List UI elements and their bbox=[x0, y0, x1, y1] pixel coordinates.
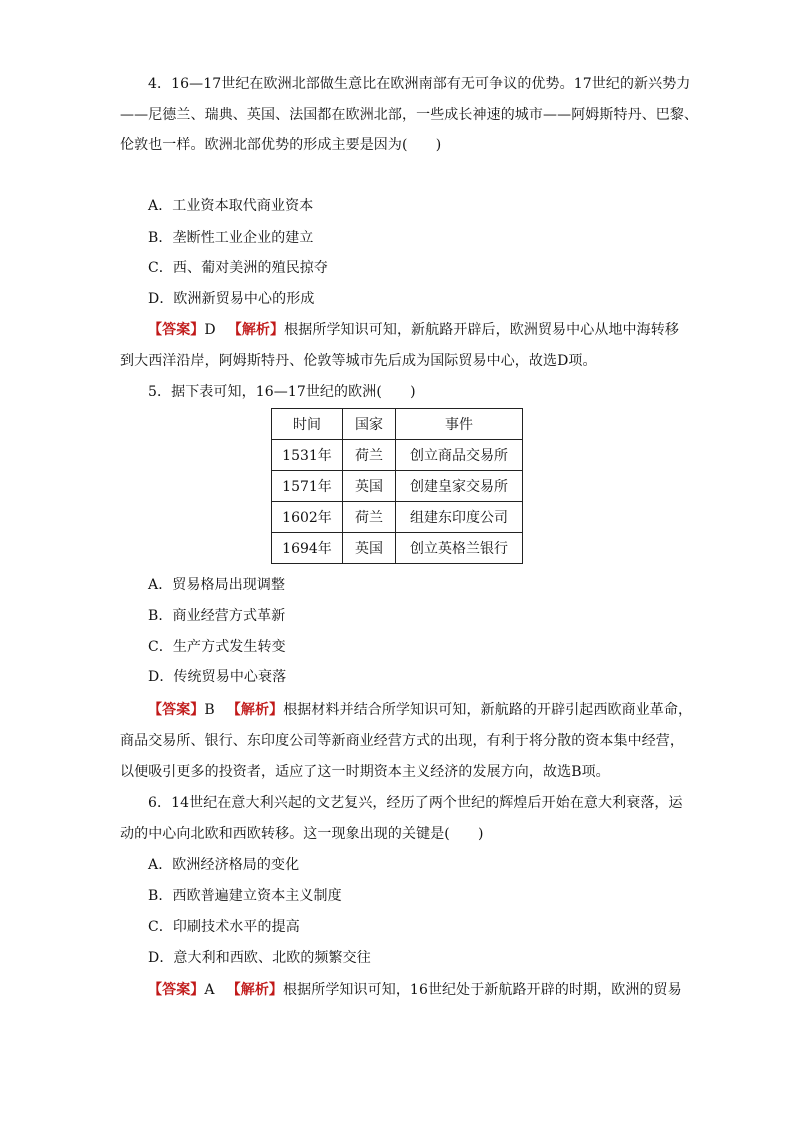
q4-answer-line bbox=[148, 320, 679, 340]
table-cell-event: 创建皇家交易所 bbox=[396, 471, 523, 502]
q5-explain-text-1: 根据材料并结合所学知识可知，新航路的开辟引起西欧商业革命， bbox=[283, 702, 693, 718]
events-table bbox=[271, 408, 523, 564]
q4-stem-line-2: ——尼德兰、瑞典、英国、法国都在欧洲北部，一些成长神速的城市——阿姆斯特丹、巴黎、 bbox=[120, 107, 699, 123]
q6-stem-line-2: 动的中心向北欧和西欧转移。这一现象出现的关键是( ) bbox=[120, 826, 484, 842]
q5-option-c: C．生产方式发生转变 bbox=[148, 639, 286, 655]
q5-answer-line bbox=[148, 700, 692, 720]
table-header-country: 国家 bbox=[343, 409, 396, 440]
table-cell-year: 1571年 bbox=[272, 471, 343, 502]
q6-option-b: B．西欧普遍建立资本主义制度 bbox=[148, 888, 342, 904]
q5-answer-tag: 【答案】 bbox=[148, 702, 205, 718]
table-row bbox=[272, 502, 523, 533]
table-cell-year: 1531年 bbox=[272, 440, 343, 471]
table-cell-event: 创立英格兰银行 bbox=[396, 533, 523, 564]
q4-explain-tag: 【解析】 bbox=[227, 322, 285, 338]
q4-answer-value: D bbox=[204, 322, 216, 338]
q4-explain-text-1: 根据所学知识可知，新航路开辟后，欧洲贸易中心从地中海转移 bbox=[284, 322, 679, 338]
q4-option-a: A．工业资本取代商业资本 bbox=[148, 198, 314, 214]
table-cell-event: 创立商品交易所 bbox=[396, 440, 523, 471]
q6-explain-tag: 【解析】 bbox=[226, 982, 284, 998]
q4-option-b: B．垄断性工业企业的建立 bbox=[148, 230, 314, 246]
q5-option-a: A．贸易格局出现调整 bbox=[148, 577, 286, 593]
table-cell-country: 英国 bbox=[343, 471, 396, 502]
q6-option-a: A．欧洲经济格局的变化 bbox=[148, 857, 300, 873]
q6-option-d: D．意大利和西欧、北欧的频繁交往 bbox=[148, 950, 371, 966]
q6-explain-text-1: 根据所学知识可知，16世纪处于新航路开辟的时期，欧洲的贸易 bbox=[283, 982, 682, 998]
table-cell-year: 1602年 bbox=[272, 502, 343, 533]
table-header-row bbox=[272, 409, 523, 440]
q5-answer-value: B bbox=[204, 702, 215, 718]
q5-stem-line-1: 5．据下表可知，16—17世纪的欧洲( ) bbox=[148, 384, 416, 400]
q4-option-c: C．西、葡对美洲的殖民掠夺 bbox=[148, 260, 329, 276]
q5-option-d: D．传统贸易中心衰落 bbox=[148, 669, 287, 685]
table-header-time: 时间 bbox=[272, 409, 343, 440]
q4-option-d: D．欧洲新贸易中心的形成 bbox=[148, 291, 315, 307]
q4-stem-line-1: 4．16—17世纪在欧洲北部做生意比在欧洲南部有无可争议的优势。17世纪的新兴势力 bbox=[148, 76, 691, 92]
table-cell-country: 荷兰 bbox=[343, 440, 396, 471]
q4-stem-line-3: 伦敦也一样。欧洲北部优势的形成主要是因为( ) bbox=[120, 137, 442, 153]
table-header-event: 事件 bbox=[396, 409, 523, 440]
table-cell-country: 荷兰 bbox=[343, 502, 396, 533]
q6-answer-value: A bbox=[204, 982, 215, 998]
table-cell-event: 组建东印度公司 bbox=[396, 502, 523, 533]
q5-explain-text-2: 商品交易所、银行、东印度公司等新商业经营方式的出现，有利于将分散的资本集中经营， bbox=[120, 733, 684, 749]
table-cell-country: 英国 bbox=[343, 533, 396, 564]
q6-answer-line bbox=[148, 980, 682, 1000]
q6-stem-line-1: 6．14世纪在意大利兴起的文艺复兴，经历了两个世纪的辉煌后开始在意大利衰落，运 bbox=[148, 795, 683, 811]
table-cell-year: 1694年 bbox=[272, 533, 343, 564]
q5-explain-tag: 【解析】 bbox=[226, 702, 284, 718]
q6-option-c: C．印刷技术水平的提高 bbox=[148, 919, 300, 935]
q4-answer-tag: 【答案】 bbox=[148, 322, 205, 338]
table-row bbox=[272, 471, 523, 502]
q5-explain-text-3: 以便吸引更多的投资者，适应了这一时期资本主义经济的发展方向，故选B项。 bbox=[120, 764, 610, 780]
q4-explain-text-2: 到大西洋沿岸，阿姆斯特丹、伦敦等城市先后成为国际贸易中心，故选D项。 bbox=[120, 353, 597, 369]
table-row bbox=[272, 440, 523, 471]
q6-answer-tag: 【答案】 bbox=[148, 982, 205, 998]
table-row bbox=[272, 533, 523, 564]
q5-option-b: B．商业经营方式革新 bbox=[148, 608, 286, 624]
